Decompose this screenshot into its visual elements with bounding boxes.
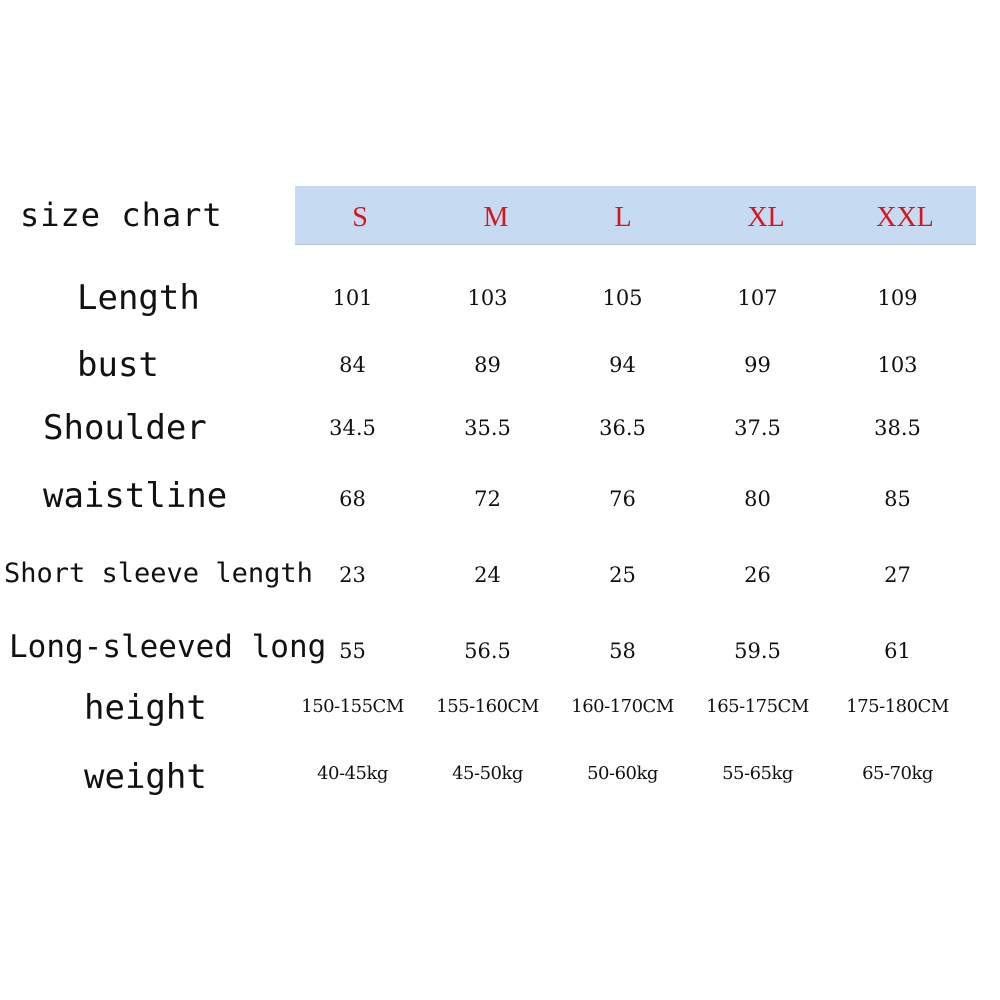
table-cell: 150-155CM xyxy=(301,696,404,717)
table-cell: 35.5 xyxy=(464,416,511,440)
table-cell: 59.5 xyxy=(734,639,781,663)
table-cell: 56.5 xyxy=(464,639,511,663)
table-cell: 36.5 xyxy=(599,416,646,440)
table-cell: 25 xyxy=(609,563,636,587)
row-label: Short sleeve length xyxy=(4,558,313,589)
table-cell: 84 xyxy=(339,353,366,377)
table-cell: 61 xyxy=(884,639,911,663)
table-cell: 107 xyxy=(737,286,778,310)
table-cell: 65-70kg xyxy=(862,763,933,784)
table-cell: 85 xyxy=(884,487,911,511)
table-cell: 23 xyxy=(339,563,366,587)
size-header-xxl: XXL xyxy=(876,202,934,233)
row-label: bust xyxy=(77,345,159,385)
table-cell: 165-175CM xyxy=(706,696,809,717)
table-cell: 45-50kg xyxy=(452,763,523,784)
row-label: waistline xyxy=(43,476,228,516)
row-label: Length xyxy=(77,278,200,318)
table-cell: 55-65kg xyxy=(722,763,793,784)
row-label: Shoulder xyxy=(43,408,207,448)
chart-title: size chart xyxy=(20,196,223,234)
table-cell: 99 xyxy=(744,353,771,377)
table-cell: 24 xyxy=(474,563,501,587)
table-cell: 72 xyxy=(474,487,501,511)
size-header-s: S xyxy=(352,202,368,233)
table-cell: 37.5 xyxy=(734,416,781,440)
table-cell: 101 xyxy=(332,286,373,310)
table-cell: 103 xyxy=(467,286,508,310)
row-label: height xyxy=(84,688,207,728)
size-header-l: L xyxy=(614,202,632,233)
size-header-m: M xyxy=(483,202,509,233)
size-header-xl: XL xyxy=(747,202,785,233)
table-cell: 26 xyxy=(744,563,771,587)
table-cell: 155-160CM xyxy=(436,696,539,717)
row-label: Long-sleeved long xyxy=(9,629,327,665)
table-cell: 68 xyxy=(339,487,366,511)
row-label: weight xyxy=(84,757,207,797)
table-cell: 80 xyxy=(744,487,771,511)
table-cell: 40-45kg xyxy=(317,763,388,784)
table-cell: 105 xyxy=(602,286,643,310)
table-cell: 50-60kg xyxy=(587,763,658,784)
table-cell: 38.5 xyxy=(874,416,921,440)
table-cell: 27 xyxy=(884,563,911,587)
table-cell: 103 xyxy=(877,353,918,377)
table-cell: 76 xyxy=(609,487,636,511)
table-cell: 109 xyxy=(877,286,918,310)
table-cell: 34.5 xyxy=(329,416,376,440)
table-cell: 175-180CM xyxy=(846,696,949,717)
table-cell: 160-170CM xyxy=(571,696,674,717)
table-cell: 58 xyxy=(609,639,636,663)
table-cell: 89 xyxy=(474,353,501,377)
table-cell: 55 xyxy=(339,639,366,663)
table-cell: 94 xyxy=(609,353,636,377)
